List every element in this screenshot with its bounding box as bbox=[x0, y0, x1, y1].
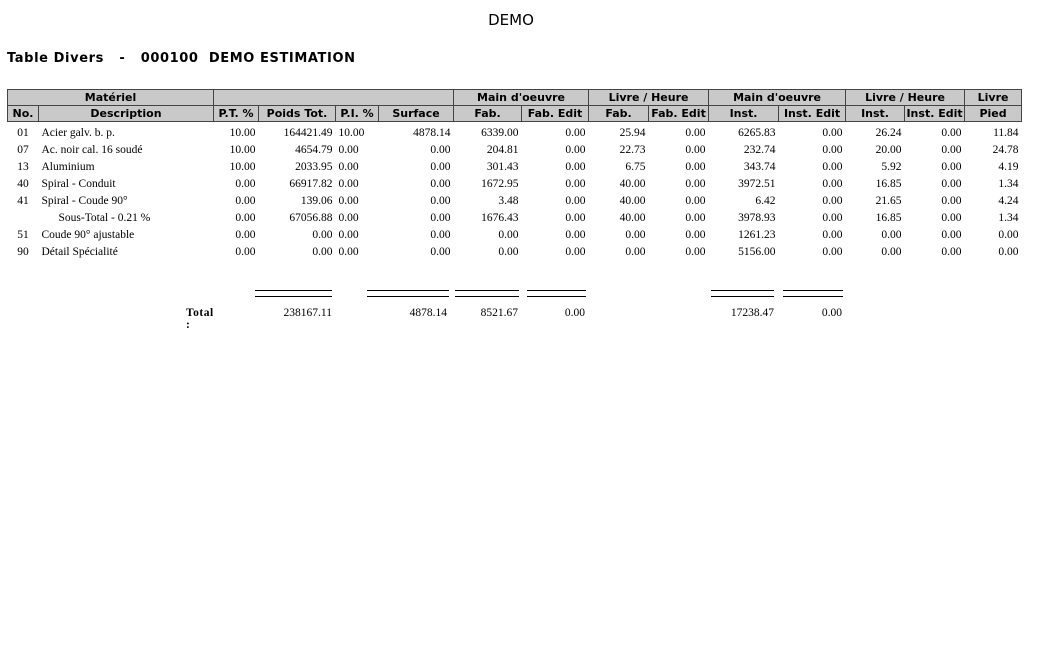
row-no: 07 bbox=[17, 144, 29, 156]
row-pi: 0.00 bbox=[338, 161, 359, 173]
report-title: DEMO bbox=[488, 11, 534, 29]
row-pi: 0.00 bbox=[338, 246, 359, 258]
row-lh-fab-edit: 0.00 bbox=[685, 246, 706, 258]
row-mo-inst-edit: 0.00 bbox=[822, 212, 843, 224]
row-mo-fab-edit: 0.00 bbox=[565, 161, 586, 173]
total-surface: 4878.14 bbox=[409, 307, 447, 319]
table-row bbox=[8, 244, 1022, 261]
row-surface: 4878.14 bbox=[413, 127, 451, 139]
row-lh-fab: 40.00 bbox=[619, 212, 646, 224]
group-header-row bbox=[8, 90, 1022, 106]
row-surface: 0.00 bbox=[430, 144, 451, 156]
column-header-lh-inst-edit: Inst. Edit bbox=[906, 107, 963, 120]
row-lh-fab-edit: 0.00 bbox=[685, 229, 706, 241]
total-label: Total : bbox=[186, 307, 214, 331]
row-lh-fab: 40.00 bbox=[619, 195, 646, 207]
row-pt: 0.00 bbox=[235, 212, 256, 224]
row-mo-fab-edit: 0.00 bbox=[565, 212, 586, 224]
row-lh-fab: 25.94 bbox=[619, 127, 646, 139]
row-lh-inst: 0.00 bbox=[881, 229, 902, 241]
row-pied: 4.19 bbox=[998, 161, 1019, 173]
row-lh-inst: 26.24 bbox=[875, 127, 902, 139]
total-rule-mo-fab-edit bbox=[527, 290, 586, 297]
row-poids: 66917.82 bbox=[289, 178, 333, 190]
column-header-description: Description bbox=[39, 106, 214, 122]
table-row bbox=[8, 227, 1022, 244]
row-mo-inst: 232.74 bbox=[743, 144, 776, 156]
row-description: Ac. noir cal. 16 soudé bbox=[41, 144, 143, 156]
row-mo-fab: 204.81 bbox=[486, 144, 519, 156]
row-mo-fab-edit: 0.00 bbox=[565, 229, 586, 241]
row-lh-inst: 20.00 bbox=[875, 144, 902, 156]
row-no bbox=[8, 210, 39, 227]
row-poids: 2033.95 bbox=[295, 161, 333, 173]
group-header-livre: Livre bbox=[965, 90, 1022, 106]
column-header-mo-inst: Inst. bbox=[709, 106, 779, 122]
row-mo-inst-edit: 0.00 bbox=[822, 161, 843, 173]
row-lh-fab: 40.00 bbox=[619, 178, 646, 190]
group-header-livre-heure-inst: Livre / Heure bbox=[846, 90, 965, 106]
row-poids: 0.00 bbox=[312, 229, 333, 241]
row-lh-inst-edit: 0.00 bbox=[941, 127, 962, 139]
row-mo-fab: 6339.00 bbox=[481, 127, 519, 139]
column-header-pi: P.I. % bbox=[336, 106, 379, 122]
row-mo-fab-edit: 0.00 bbox=[565, 127, 586, 139]
row-pi: 0.00 bbox=[338, 212, 359, 224]
row-mo-inst-edit: 0.00 bbox=[822, 178, 843, 190]
row-surface: 0.00 bbox=[430, 246, 451, 258]
row-no: 13 bbox=[17, 161, 29, 173]
total-rule-mo-fab bbox=[455, 290, 519, 297]
row-mo-inst: 5156.00 bbox=[738, 246, 776, 258]
row-pied: 1.34 bbox=[998, 178, 1019, 190]
row-pi: 0.00 bbox=[338, 195, 359, 207]
row-mo-fab-edit: 0.00 bbox=[565, 195, 586, 207]
total-poids: 238167.11 bbox=[283, 307, 332, 319]
report-subtitle: Table Divers - 000100 DEMO ESTIMATION bbox=[7, 51, 356, 66]
row-description: Acier galv. b. p. bbox=[41, 127, 115, 139]
row-description: Aluminium bbox=[41, 161, 95, 173]
row-mo-inst-edit: 0.00 bbox=[822, 127, 843, 139]
row-lh-fab-edit: 0.00 bbox=[685, 127, 706, 139]
column-header-lh-fab-edit: Fab. Edit bbox=[649, 106, 709, 122]
row-mo-fab-edit: 0.00 bbox=[565, 246, 586, 258]
row-lh-fab: 0.00 bbox=[625, 246, 646, 258]
row-poids: 67056.88 bbox=[289, 212, 333, 224]
row-mo-fab-edit: 0.00 bbox=[565, 178, 586, 190]
table-row bbox=[8, 142, 1022, 159]
column-header-mo-fab-edit: Fab. Edit bbox=[522, 106, 589, 122]
row-lh-fab: 0.00 bbox=[625, 229, 646, 241]
row-pt: 0.00 bbox=[235, 246, 256, 258]
row-no: 90 bbox=[17, 246, 29, 258]
row-pied: 0.00 bbox=[998, 229, 1019, 241]
row-mo-inst: 6.42 bbox=[755, 195, 776, 207]
row-lh-inst-edit: 0.00 bbox=[941, 178, 962, 190]
row-pt: 0.00 bbox=[235, 229, 256, 241]
row-lh-inst: 21.65 bbox=[875, 195, 902, 207]
row-mo-inst: 6265.83 bbox=[738, 127, 776, 139]
row-mo-fab: 301.43 bbox=[486, 161, 519, 173]
total-rule-mo-inst-edit bbox=[783, 290, 843, 297]
total-mo-inst-edit: 0.00 bbox=[821, 307, 842, 319]
row-pi: 10.00 bbox=[338, 127, 365, 139]
table-row bbox=[8, 159, 1022, 176]
row-surface: 0.00 bbox=[430, 178, 451, 190]
row-description: Sous-Total - 0.21 % bbox=[58, 212, 151, 224]
row-mo-inst: 3972.51 bbox=[738, 178, 776, 190]
row-mo-inst: 1261.23 bbox=[738, 229, 776, 241]
row-mo-fab: 1672.95 bbox=[481, 178, 519, 190]
row-pt: 10.00 bbox=[229, 161, 256, 173]
row-lh-inst-edit: 0.00 bbox=[941, 195, 962, 207]
column-header-poids-tot: Poids Tot. bbox=[259, 106, 336, 122]
row-poids: 4654.79 bbox=[295, 144, 333, 156]
row-pt: 10.00 bbox=[229, 144, 256, 156]
group-header-livre-heure-fab: Livre / Heure bbox=[589, 90, 709, 106]
column-header-no: No. bbox=[8, 106, 39, 122]
row-mo-fab: 1676.43 bbox=[481, 212, 519, 224]
column-header-row bbox=[8, 106, 1022, 122]
row-description: Spiral - Coude 90° bbox=[41, 195, 128, 207]
row-lh-inst-edit: 0.00 bbox=[941, 161, 962, 173]
row-lh-inst: 16.85 bbox=[875, 178, 902, 190]
row-mo-inst-edit: 0.00 bbox=[822, 246, 843, 258]
row-mo-inst: 343.74 bbox=[743, 161, 776, 173]
row-mo-fab: 0.00 bbox=[498, 246, 519, 258]
row-no: 41 bbox=[17, 195, 29, 207]
column-header-lh-fab: Fab. bbox=[589, 106, 649, 122]
row-poids: 164421.49 bbox=[283, 127, 333, 139]
column-header-mo-fab: Fab. bbox=[454, 106, 522, 122]
row-poids: 0.00 bbox=[312, 246, 333, 258]
total-mo-fab: 8521.67 bbox=[480, 307, 518, 319]
row-description: Détail Spécialité bbox=[41, 246, 118, 258]
group-header-materiel: Matériel bbox=[8, 90, 214, 106]
row-surface: 0.00 bbox=[430, 212, 451, 224]
row-surface: 0.00 bbox=[430, 229, 451, 241]
row-mo-fab: 0.00 bbox=[498, 229, 519, 241]
row-lh-fab-edit: 0.00 bbox=[685, 195, 706, 207]
row-pt: 10.00 bbox=[229, 127, 256, 139]
column-header-lh-inst: Inst. bbox=[846, 106, 905, 122]
row-lh-inst-edit: 0.00 bbox=[941, 212, 962, 224]
row-lh-fab-edit: 0.00 bbox=[685, 161, 706, 173]
table-row bbox=[8, 193, 1022, 210]
group-header-main-oeuvre-inst: Main d'oeuvre bbox=[709, 90, 846, 106]
total-mo-inst: 17238.47 bbox=[730, 307, 774, 319]
row-poids: 139.06 bbox=[300, 195, 333, 207]
column-header-mo-inst-edit: Inst. Edit bbox=[779, 106, 846, 122]
column-header-surface: Surface bbox=[379, 106, 454, 122]
total-mo-fab-edit: 0.00 bbox=[564, 307, 585, 319]
group-header-blank bbox=[214, 90, 454, 106]
row-lh-inst: 0.00 bbox=[881, 246, 902, 258]
table-row bbox=[8, 176, 1022, 193]
row-mo-inst-edit: 0.00 bbox=[822, 195, 843, 207]
row-lh-inst-edit: 0.00 bbox=[941, 229, 962, 241]
row-description: Coude 90° ajustable bbox=[41, 229, 135, 241]
row-pi: 0.00 bbox=[338, 178, 359, 190]
row-no: 01 bbox=[17, 127, 29, 139]
row-mo-fab: 3.48 bbox=[498, 195, 519, 207]
row-lh-inst-edit: 0.00 bbox=[941, 246, 962, 258]
row-lh-fab-edit: 0.00 bbox=[685, 144, 706, 156]
row-pied: 1.34 bbox=[998, 212, 1019, 224]
row-mo-inst-edit: 0.00 bbox=[822, 144, 843, 156]
row-surface: 0.00 bbox=[430, 195, 451, 207]
total-rule-poids bbox=[255, 290, 332, 297]
row-description: Spiral - Conduit bbox=[41, 178, 116, 190]
row-pied: 24.78 bbox=[992, 144, 1019, 156]
row-no: 40 bbox=[17, 178, 29, 190]
row-mo-fab-edit: 0.00 bbox=[565, 144, 586, 156]
row-lh-fab: 22.73 bbox=[619, 144, 646, 156]
row-lh-fab: 6.75 bbox=[625, 161, 646, 173]
row-mo-inst-edit: 0.00 bbox=[822, 229, 843, 241]
row-mo-inst: 3978.93 bbox=[738, 212, 776, 224]
group-header-main-oeuvre-fab: Main d'oeuvre bbox=[454, 90, 589, 106]
row-lh-inst: 16.85 bbox=[875, 212, 902, 224]
row-pt: 0.00 bbox=[235, 178, 256, 190]
column-header-pied: Pied bbox=[965, 106, 1022, 122]
report-table bbox=[7, 89, 1022, 261]
subtotal-row bbox=[8, 210, 1022, 227]
table-row bbox=[8, 125, 1022, 142]
total-rule-surface bbox=[367, 290, 449, 297]
row-lh-fab-edit: 0.00 bbox=[685, 212, 706, 224]
row-pied: 4.24 bbox=[998, 195, 1019, 207]
row-lh-inst-edit: 0.00 bbox=[941, 144, 962, 156]
total-rule-mo-inst bbox=[711, 290, 774, 297]
row-no: 51 bbox=[17, 229, 29, 241]
row-pt: 0.00 bbox=[235, 195, 256, 207]
column-header-pt: P.T. % bbox=[214, 106, 259, 122]
row-pi: 0.00 bbox=[338, 229, 359, 241]
row-pied: 0.00 bbox=[998, 246, 1019, 258]
row-surface: 0.00 bbox=[430, 161, 451, 173]
row-lh-fab-edit: 0.00 bbox=[685, 178, 706, 190]
row-pi: 0.00 bbox=[338, 144, 359, 156]
row-lh-inst: 5.92 bbox=[881, 161, 902, 173]
row-pied: 11.84 bbox=[993, 127, 1019, 139]
